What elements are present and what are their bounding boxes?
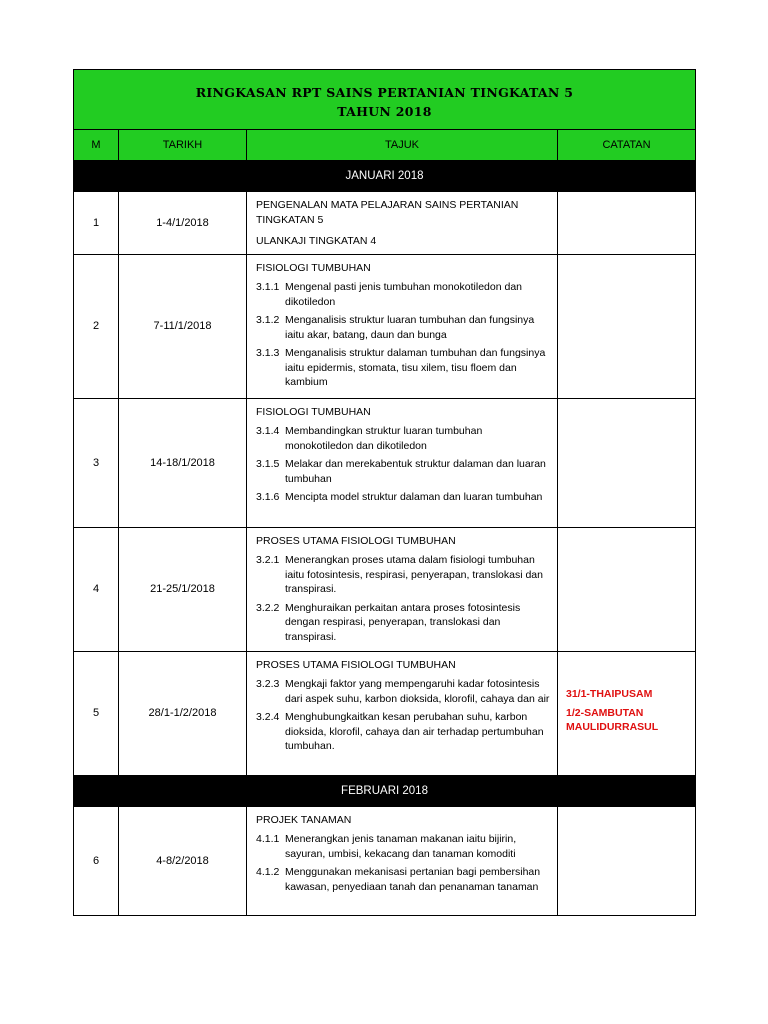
- item-code: 4.1.1: [256, 833, 280, 845]
- item-code: 3.1.6: [256, 491, 280, 503]
- topic-item: [256, 457, 551, 486]
- topic-paragraph: ULANKAJI TINGKATAN 4: [256, 235, 377, 247]
- item-text: Membandingkan struktur luaran tumbuhan monokotiledon dan dikotiledon: [285, 425, 483, 452]
- table-row: [74, 527, 696, 651]
- item-text: Menerangkan jenis tanaman makanan iaitu bijirin, sayuran, umbisi, kekacang dan tanaman komoditi: [285, 833, 517, 860]
- item-text: Menghubungkaitkan kesan perubahan suhu, karbon dioksida, klorofil, cahaya dan air terhadap pertumbuhan tumbuhan.: [285, 711, 544, 752]
- week-date: 14-18/1/2018: [119, 398, 247, 527]
- week-date: 7-11/1/2018: [119, 254, 247, 398]
- item-text: Mencipta model struktur dalaman dan luaran tumbuhan: [285, 491, 543, 503]
- table-row: [74, 398, 696, 527]
- table-row: [74, 651, 696, 775]
- week-topic: [247, 192, 558, 255]
- topic-item: [256, 601, 551, 645]
- week-number: 5: [74, 651, 119, 775]
- item-text: Menghuraikan perkaitan antara proses fotosintesis dengan respirasi, penyerapan, translokasi dan transpirasi.: [285, 601, 521, 643]
- item-code: 3.2.2: [256, 601, 280, 614]
- item-code: 3.2.3: [256, 678, 280, 690]
- topic-item: [256, 710, 551, 754]
- month-row-februari: [74, 775, 696, 806]
- column-header-tarikh: TARIKH: [119, 130, 247, 161]
- week-topic: [247, 254, 558, 398]
- topic-item: [256, 280, 551, 309]
- item-code: 3.2.4: [256, 711, 280, 723]
- column-header-row: [74, 130, 696, 161]
- column-header-m: M: [74, 130, 119, 161]
- document-title: [74, 70, 696, 130]
- item-text: Menerangkan proses utama dalam fisiologi tumbuhan iaitu fotosintesis, respirasi, penyerapan, translokasi dan transpirasi.: [285, 554, 543, 595]
- item-code: 3.1.5: [256, 458, 280, 470]
- week-date: 28/1-1/2/2018: [119, 651, 247, 775]
- week-note: [558, 254, 696, 398]
- rpt-document: [73, 69, 695, 916]
- week-note: [558, 398, 696, 527]
- week-number: 1: [74, 192, 119, 255]
- week-note: [558, 527, 696, 651]
- item-text: Melakar dan merekabentuk struktur dalaman dan luaran tumbuhan: [285, 458, 546, 485]
- week-topic: [247, 398, 558, 527]
- item-text: Menganalisis struktur dalaman tumbuhan dan fungsinya iaitu epidermis, stomata, tisu xilem, tisu floem dan kambium: [285, 347, 546, 388]
- column-header-tajuk: TAJUK: [247, 130, 558, 161]
- item-text: Menganalisis struktur luaran tumbuhan dan fungsinya iaitu akar, batang, daun dan bunga: [285, 314, 535, 341]
- item-text: Mengenal pasti jenis tumbuhan monokotiledon dan dikotiledon: [285, 281, 522, 308]
- topic-item: [256, 313, 551, 342]
- topic-item: [256, 677, 551, 706]
- table-row: [74, 254, 696, 398]
- week-number: 3: [74, 398, 119, 527]
- title-line-1: RINGKASAN RPT SAINS PERTANIAN TINGKATAN 5: [195, 84, 574, 100]
- week-number: 6: [74, 806, 119, 915]
- table-row: [74, 806, 696, 915]
- title-line-2: TAHUN 2018: [337, 103, 432, 119]
- table-row: [74, 192, 696, 255]
- week-date: 4-8/2/2018: [119, 806, 247, 915]
- week-topic: [247, 806, 558, 915]
- item-text: Menggunakan mekanisasi pertanian bagi pembersihan kawasan, penyediaan tanah dan penanaman tanaman: [285, 866, 541, 893]
- item-code: 3.1.2: [256, 314, 280, 326]
- topic-heading: FISIOLOGI TUMBUHAN: [256, 261, 371, 274]
- topic-paragraph: PENGENALAN MATA PELAJARAN SAINS PERTANIAN TINGKATAN 5: [256, 199, 519, 226]
- topic-heading: PROJEK TANAMAN: [256, 813, 352, 826]
- topic-heading: PROSES UTAMA FISIOLOGI TUMBUHAN: [256, 658, 456, 671]
- item-code: 3.1.3: [256, 347, 280, 359]
- topic-item: [256, 490, 551, 505]
- item-text: Mengkaji faktor yang mempengaruhi kadar fotosintesis dari aspek suhu, karbon dioksida, klorofil, cahaya dan air: [285, 678, 550, 705]
- week-number: 4: [74, 527, 119, 651]
- item-code: 3.2.1: [256, 554, 280, 566]
- rpt-table: [73, 69, 696, 916]
- week-note: [558, 192, 696, 255]
- topic-item: [256, 553, 551, 597]
- topic-item: [256, 832, 551, 861]
- holiday-note: 1/2-SAMBUTAN MAULIDURRASUL: [566, 707, 659, 733]
- week-date: 1-4/1/2018: [119, 192, 247, 255]
- week-note: [558, 806, 696, 915]
- holiday-note: 31/1-THAIPUSAM: [566, 688, 653, 700]
- item-code: 4.1.2: [256, 866, 280, 878]
- topic-heading: FISIOLOGI TUMBUHAN: [256, 405, 371, 418]
- week-date: 21-25/1/2018: [119, 527, 247, 651]
- week-number: 2: [74, 254, 119, 398]
- week-topic: [247, 651, 558, 775]
- column-header-catatan: CATATAN: [558, 130, 696, 161]
- topic-item: [256, 346, 551, 390]
- item-code: 3.1.4: [256, 425, 280, 437]
- item-code: 3.1.1: [256, 281, 280, 293]
- topic-item: [256, 424, 551, 453]
- week-note: [558, 651, 696, 775]
- topic-heading: PROSES UTAMA FISIOLOGI TUMBUHAN: [256, 534, 456, 547]
- week-topic: [247, 527, 558, 651]
- month-row-januari: [74, 161, 696, 192]
- topic-item: [256, 865, 551, 894]
- month-label: FEBRUARI 2018: [74, 775, 696, 806]
- month-label: JANUARI 2018: [74, 161, 696, 192]
